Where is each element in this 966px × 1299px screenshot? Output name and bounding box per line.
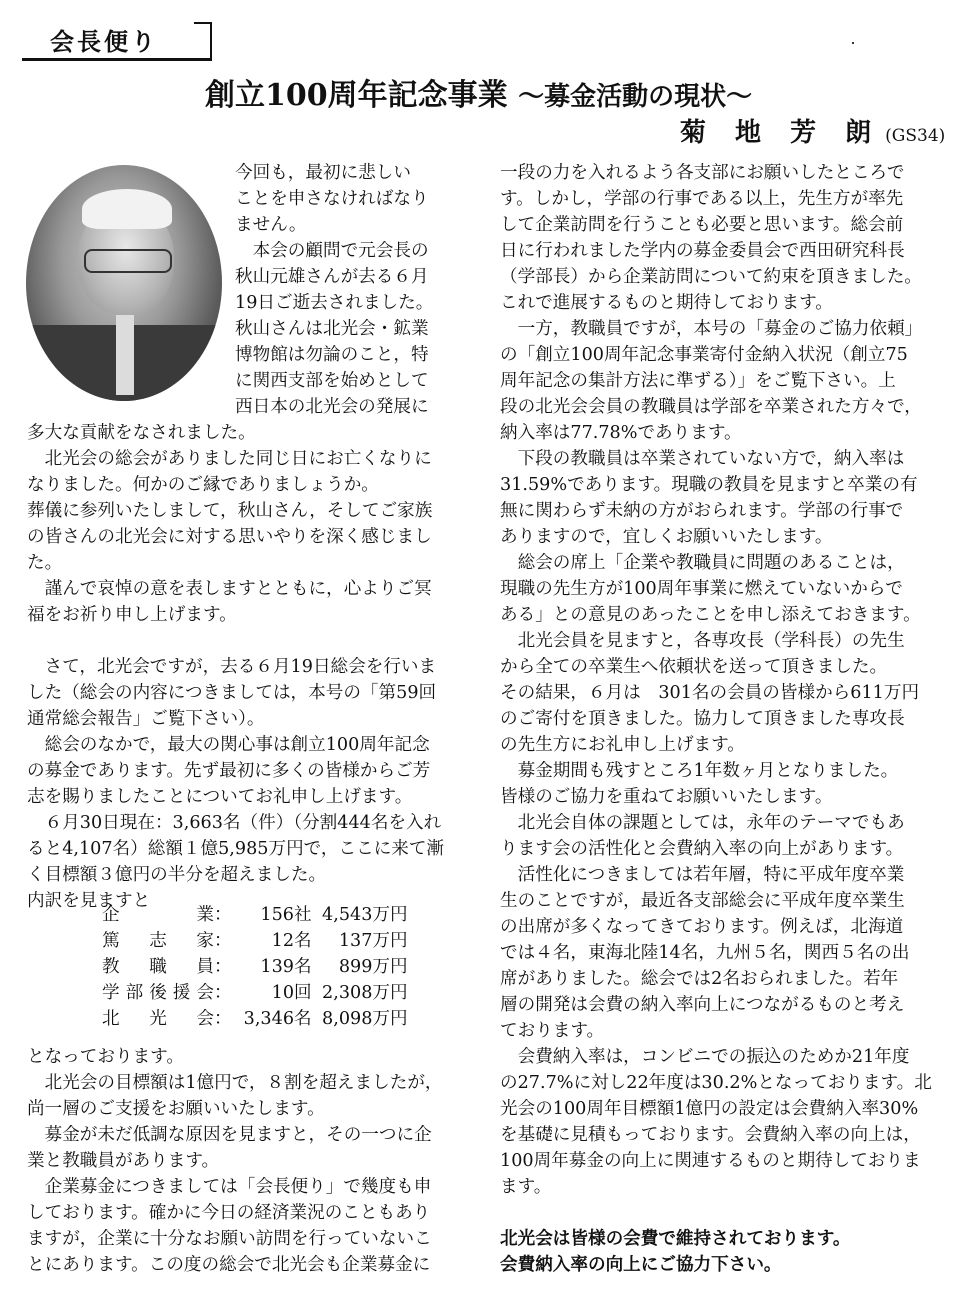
- paragraph-line: ません。: [235, 215, 307, 235]
- breakdown-colon: ：: [214, 983, 232, 1003]
- paragraph-line: その結果，６月は 301名の会員の皆様から611万円: [500, 683, 920, 703]
- paragraph-line: のご寄付を頂きました。協力して頂きました専攻長: [500, 709, 905, 729]
- left-column: [27, 160, 444, 1278]
- paragraph-line: 業と教職員があります。: [27, 1151, 220, 1171]
- breakdown-colon: ：: [214, 931, 232, 951]
- paragraph-line: 秋山元雄さんが去る６月: [235, 267, 429, 287]
- article-title-main: 創立100周年記念事業: [205, 78, 508, 113]
- section-header: [22, 22, 212, 61]
- breakdown-count: 10回: [271, 983, 312, 1003]
- paragraph-line: の募金であります。先ず最初に多くの皆様からご芳: [27, 761, 431, 781]
- paragraph-line: 100周年募金の向上に関連するものと期待しておりま: [500, 1151, 921, 1171]
- paragraph-line: ありますので，宜しくお願いいたします。: [500, 527, 833, 547]
- paragraph-line: 葬儀に参列いたしまして，秋山さん，そしてご家族: [27, 501, 433, 521]
- paragraph-line: 多大な貢献をなされました。: [27, 423, 256, 443]
- paragraph-line: く目標額３億円の半分を超えました。: [27, 865, 327, 885]
- paragraph-line: 内訳を見ますと: [27, 891, 151, 911]
- breakdown-row: [102, 1006, 408, 1032]
- paragraph-line: しております。確かに今日の経済業況のこともあり: [27, 1203, 431, 1223]
- breakdown-amount: 2,308万円: [322, 983, 408, 1003]
- paragraph-line: ６月30日現在：3,663名（件）（分割444名を入れ: [27, 813, 442, 833]
- paragraph-line: 尚一層のご支援をお願いいたします。: [27, 1099, 325, 1119]
- paragraph-line: 現職の先生方が100周年事業に燃えていないからで: [500, 579, 903, 599]
- breakdown-row: [102, 902, 408, 928]
- paragraph-line: 31.59%であります。現職の教員を見ますと卒業の有: [500, 475, 918, 495]
- paragraph-line: ると4,107名）総額１億5,985万円で，ここに来て漸: [27, 839, 445, 859]
- paragraph-line: 会費納入率は，コンビニでの振込のためか21年度: [500, 1047, 910, 1067]
- paragraph-line: これで進展するものと期待しております。: [500, 293, 833, 313]
- breakdown-count: 156社: [260, 905, 312, 925]
- paragraph-line: 博物館は勿論のこと，特: [235, 345, 429, 365]
- breakdown-count: 12名: [271, 931, 312, 951]
- breakdown-category: 企業: [102, 905, 214, 925]
- paragraph-line: 総会の席上「企業や教職員に問題のあることは，: [500, 553, 905, 573]
- right-column: [500, 160, 932, 1278]
- paragraph-line: 募金期間も残すところ1年数ヶ月となりました。: [500, 761, 899, 781]
- paragraph-line: 秋山さんは北光会・鉱業: [235, 319, 429, 339]
- donation-breakdown-table: [102, 902, 408, 1032]
- paragraph-line: の先生方にお礼申し上げます。: [500, 735, 745, 755]
- breakdown-amount: 8,098万円: [322, 1009, 408, 1029]
- breakdown-amount: 137万円: [338, 931, 408, 951]
- breakdown-amount: 899万円: [338, 957, 408, 977]
- breakdown-row: [102, 928, 408, 954]
- paragraph-gap: [27, 628, 444, 654]
- paragraph-line: の「創立100周年記念事業寄付金納入状況（創立75: [500, 345, 908, 365]
- breakdown-amount: 4,543万円: [322, 905, 408, 925]
- paragraph-line: 謹んで哀悼の意を表しますとともに，心よりご冥: [27, 579, 432, 599]
- paragraph-line: 19日ご逝去されました。: [235, 293, 434, 313]
- page-dot: [852, 42, 854, 44]
- paragraph-line: 通常総会報告」ご覧下さい）。: [27, 709, 265, 729]
- paragraph-line: を基礎に見積もっております。会費納入率の向上は，: [500, 1125, 921, 1145]
- paragraph-line: 無に関わらず未納の方がおられます。学部の行事で: [500, 501, 904, 521]
- paragraph-line: 本会の顧問で元会長の: [235, 241, 429, 261]
- paragraph-line: 活性化につきましては若年層，特に平成年度卒業: [500, 865, 905, 885]
- breakdown-row: [102, 980, 408, 1006]
- paragraph-line: となっております。: [27, 1047, 184, 1067]
- paragraph-line: 下段の教職員は卒業されていない方で，納入率は: [500, 449, 905, 469]
- paragraph-line: （学部長）から企業訪問について約束を頂きました。: [500, 267, 922, 287]
- header-bracket: [194, 22, 212, 60]
- paragraph-line: ます。: [500, 1177, 552, 1197]
- paragraph-line: 席がありました。総会では2名おられました。若年: [500, 969, 899, 989]
- paragraph-line: の出席が多くなってきております。例えば，北海道: [500, 917, 904, 937]
- paragraph-line: 生のことですが，最近各支部総会に平成年度卒業生: [500, 891, 905, 911]
- author-code: (GS34): [885, 126, 946, 146]
- paragraph-line: 層の開発は会費の納入率向上につながるものと考え: [500, 995, 905, 1015]
- paragraph-line: す。しかし，学部の行事である以上，先生方が率先: [500, 189, 904, 209]
- paragraph-line: ますが，企業に十分なお願い訪問を行っていないこ: [27, 1229, 432, 1249]
- paragraph-gap: [500, 1200, 932, 1226]
- article-author: [680, 112, 945, 149]
- paragraph-line: 今回も，最初に悲しい: [235, 163, 411, 183]
- paragraph-line: 企業募金につきましては「会長便り」で幾度も申: [27, 1177, 432, 1197]
- breakdown-category: 北光会: [102, 1009, 214, 1029]
- paragraph-line: 周年記念の集計方法に準ずる）」をご覧下さい。上: [500, 371, 896, 391]
- paragraph-line: 一段の力を入れるよう各支部にお願いしたところで: [500, 163, 905, 183]
- paragraph-line: 北光会の目標額は1億円で，８割を超えましたが，: [27, 1073, 443, 1093]
- paragraph-line: して企業訪問を行うことも必要と思います。総会前: [500, 215, 904, 235]
- paragraph-line: さて，北光会ですが，去る６月19日総会を行いま: [27, 657, 437, 677]
- paragraph-line: た。: [27, 553, 63, 573]
- paragraph-line: 福をお祈り申し上げます。: [27, 605, 237, 625]
- paragraph-line: 募金が未だ低調な原因を見ますと，その一つに企: [27, 1125, 432, 1145]
- article-title-sub: ～募金活動の現状～: [518, 82, 753, 112]
- paragraph-line: ております。: [500, 1021, 605, 1041]
- paragraph-line: とにあります。この度の総会で北光会も企業募金に: [27, 1255, 431, 1275]
- author-name: 菊 地 芳 朗: [680, 118, 882, 148]
- paragraph-line: なりました。何かのご縁でありましょうか。: [27, 475, 379, 495]
- paragraph-line: 皆様のご協力を重ねてお願いいたします。: [500, 787, 833, 807]
- breakdown-colon: ：: [214, 905, 232, 925]
- paragraph-line: 光会の100周年目標額1億円の設定は会費納入率30%: [500, 1099, 919, 1119]
- paragraph-line: 志を賜りましたことについてお礼申し上げます。: [27, 787, 413, 807]
- breakdown-row: [102, 954, 408, 980]
- breakdown-count: 139名: [260, 957, 312, 977]
- closing-line: 北光会は皆様の会費で維持されております。: [500, 1228, 851, 1249]
- paragraph-line: ります会の活性化と会費納入率の向上があります。: [500, 839, 904, 859]
- paragraph-line: ある」との意見のあったことを申し添えておきます。: [500, 605, 921, 625]
- paragraph-line: 西日本の北光会の発展に: [235, 397, 429, 417]
- breakdown-category: 篤志家: [102, 931, 214, 951]
- section-header-label: 会長便り: [50, 28, 158, 56]
- paragraph-line: に関西支部を始めとして: [235, 371, 429, 391]
- article-title: [205, 70, 752, 114]
- paragraph-line: の27.7%に対し22年度は30.2%となっております。北: [500, 1073, 932, 1093]
- paragraph-line: 納入率は77.78%であります。: [500, 423, 742, 443]
- paragraph-line: 一方，教職員ですが，本号の「募金のご協力依頼」: [500, 319, 923, 339]
- paragraph-line: の皆さんの北光会に対する思いやりを深く感じまし: [27, 527, 432, 547]
- paragraph-line: 日に行われました学内の募金委員会で西田研究科長: [500, 241, 905, 261]
- breakdown-category: 教職員: [102, 957, 214, 977]
- paragraph-line: 北光会自体の課題としては，永年のテーマでもあ: [500, 813, 905, 833]
- breakdown-count: 3,346名: [243, 1009, 312, 1029]
- paragraph-line: から全ての卒業生へ依頼状を送って頂きました。: [500, 657, 888, 677]
- breakdown-category: 学部後援会: [102, 983, 214, 1003]
- breakdown-colon: ：: [214, 1009, 232, 1029]
- paragraph-line: 北光会の総会がありました同じ日にお亡くなりに: [27, 449, 432, 469]
- breakdown-colon: ：: [214, 957, 232, 977]
- paragraph-line: 段の北光会会員の教職員は学部を卒業された方々で，: [500, 397, 922, 417]
- paragraph-line: 北光会員を見ますと，各専攻長（学科長）の先生: [500, 631, 905, 651]
- paragraph-line: 総会のなかで，最大の関心事は創立100周年記念: [27, 735, 430, 755]
- paragraph-line: ことを申さなければなり: [235, 189, 429, 209]
- closing-line: 会費納入率の向上にご協力下さい。: [500, 1254, 782, 1275]
- paragraph-line: した（総会の内容につきましては，本号の「第59回: [27, 683, 437, 703]
- paragraph-line: では４名，東海北陸14名，九州５名，関西５名の出: [500, 943, 910, 963]
